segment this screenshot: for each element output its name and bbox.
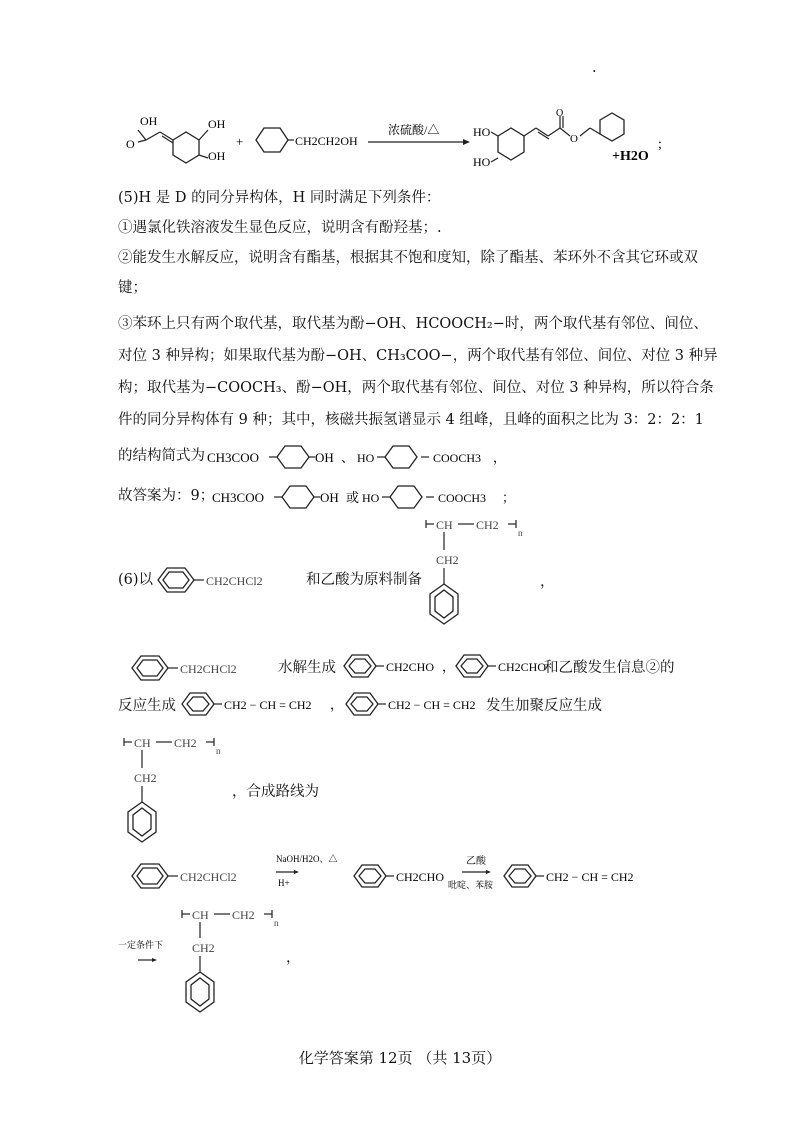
section6-mid: 和乙酸为原料制备	[306, 572, 422, 588]
section5-line1: (5)H 是 D 的同分异构体，H 同时满足下列条件：	[118, 190, 441, 206]
section6-prefix: (6)以	[118, 572, 154, 588]
info2-text: 和乙酸发生信息②的	[544, 660, 675, 676]
route-allyl: CH2 − CH = CH2	[546, 870, 634, 884]
corner-dot: .	[592, 60, 597, 76]
answer-oh: OH	[320, 490, 339, 505]
allyl-label-2: CH2 − CH = CH2	[388, 698, 476, 712]
prod-o-double: O	[556, 108, 564, 119]
ho-label: HO	[357, 451, 375, 465]
prod-ho-bottom: HO	[473, 155, 491, 169]
polymer2-n: n	[216, 746, 221, 756]
addition-text: 发生加聚反应生成	[486, 698, 602, 714]
step2-bottom: 吡啶、苯胺	[448, 880, 494, 890]
ch3coo-label: CH3COO	[207, 450, 260, 465]
prod-ho-top: HO	[473, 125, 491, 139]
water-label: +H2O	[612, 149, 649, 164]
polymer-product	[118, 730, 238, 860]
polymer2-side: CH2	[134, 771, 157, 785]
section6-line1-end: ，	[540, 574, 555, 590]
substituent-label-2: CH2CHCl2	[180, 662, 237, 676]
answer-cooch3: COOCH3	[438, 491, 487, 505]
line3-prefix: 反应生成	[118, 698, 176, 714]
page-footer: 化学答案第 12页 （共 13页）	[298, 1049, 502, 1067]
cooch3-label: COOCH3	[433, 451, 482, 465]
synthesis-route	[118, 848, 678, 898]
polymer-n: n	[518, 528, 523, 538]
polymer-ch2: CH2	[476, 518, 499, 532]
polymer-side-ch2: CH2	[436, 553, 459, 567]
step2-top: 乙酸	[466, 856, 486, 867]
line9-end: ，	[493, 450, 507, 465]
section5-line3: ②能发生水解反应，说明含有酯基，根据其不饱和度知，除了酯基、苯环外不含其它环或双	[118, 250, 698, 266]
polymer2-ch2: CH2	[174, 736, 197, 750]
ethyl-group-label: CH2CH2OH	[295, 134, 358, 148]
allyl-label-1: CH2 − CH = CH2	[224, 698, 312, 712]
plus-sign: +	[236, 134, 244, 149]
ester-product-structure	[473, 108, 649, 169]
answer-ch3coo: CH3COO	[212, 490, 265, 505]
section5-line6: 对位 3 种异构；如果取代基为酚−OH、CH₃COO−，两个取代基有邻位、间位、对位 3 种异	[118, 348, 718, 364]
section5-line9-prefix: 的结构简式为	[118, 448, 205, 464]
left-oh-bottom: OH	[208, 149, 226, 163]
section5-line5: ③苯环上只有两个取代基，取代基为酚−OH、HCOOCH₂−时，两个取代基有邻位、间位、	[118, 316, 708, 332]
left-o-label: O	[126, 137, 135, 151]
phenylethanol-structure	[256, 128, 358, 152]
start-material-1	[148, 560, 318, 600]
separator: 、	[341, 450, 355, 465]
ch2cho-label-1: CH2CHO	[386, 660, 435, 674]
polymer2-ch: CH	[134, 736, 151, 750]
left-oh-top: OH	[208, 117, 226, 131]
nmr-structures	[205, 440, 525, 472]
route-ch2cho: CH2CHO	[396, 870, 445, 884]
answer-or: 或	[346, 490, 360, 505]
step1-bottom: H+	[278, 878, 290, 888]
answer-prefix: 故答案为：9；	[118, 488, 215, 504]
comma-1: ，	[442, 659, 456, 674]
end-mark: ;	[658, 137, 662, 152]
section5-line2: ①遇氯化铁溶液发生显色反应，说明含有酚羟基；.	[118, 220, 442, 236]
caffeic-acid-structure	[126, 114, 226, 163]
polymer-ch: CH	[436, 518, 453, 532]
answer-ho: HO	[362, 491, 380, 505]
polymer3-n: n	[274, 918, 279, 928]
left-oh-label: OH	[140, 114, 158, 128]
step3-label: 一定条件下	[118, 940, 164, 950]
polymer3-side: CH2	[192, 941, 215, 955]
section5-line8: 件的同分异构体有 9 种；其中，核磁共振氢谱显示 4 组峰，且峰的面积之比为 3：2：2：1	[118, 412, 704, 428]
section5-line4: 键；	[118, 280, 147, 296]
arrow-label: 浓硫酸/△	[388, 123, 440, 137]
target-polymer	[420, 512, 540, 642]
prod-o: O	[570, 133, 578, 145]
polymer3-ch2: CH2	[232, 908, 255, 922]
route-intro: ，合成路线为	[232, 784, 319, 800]
polymer3-ch: CH	[192, 908, 209, 922]
oh-label: OH	[315, 450, 334, 465]
comma-2: ，	[330, 697, 344, 712]
reaction-scheme	[118, 108, 678, 178]
route-end-comma: ，	[286, 950, 301, 966]
hydrolysis-text: 水解生成	[278, 660, 336, 676]
step1-top: NaOH/H2O、△	[276, 854, 338, 864]
substituent-label: CH2CHCl2	[206, 574, 263, 588]
ch2cho-label-2: CH2CHO	[498, 660, 547, 674]
section5-line7: 构；取代基为−COOCH₃、酚−OH，两个取代基有邻位、间位、对位 3 种异构，所以符合条	[118, 380, 714, 396]
route-substituent: CH2CHCl2	[180, 870, 237, 884]
answer-end: ；	[502, 490, 516, 505]
reaction-arrow	[368, 122, 470, 145]
answer-structures	[210, 480, 540, 512]
